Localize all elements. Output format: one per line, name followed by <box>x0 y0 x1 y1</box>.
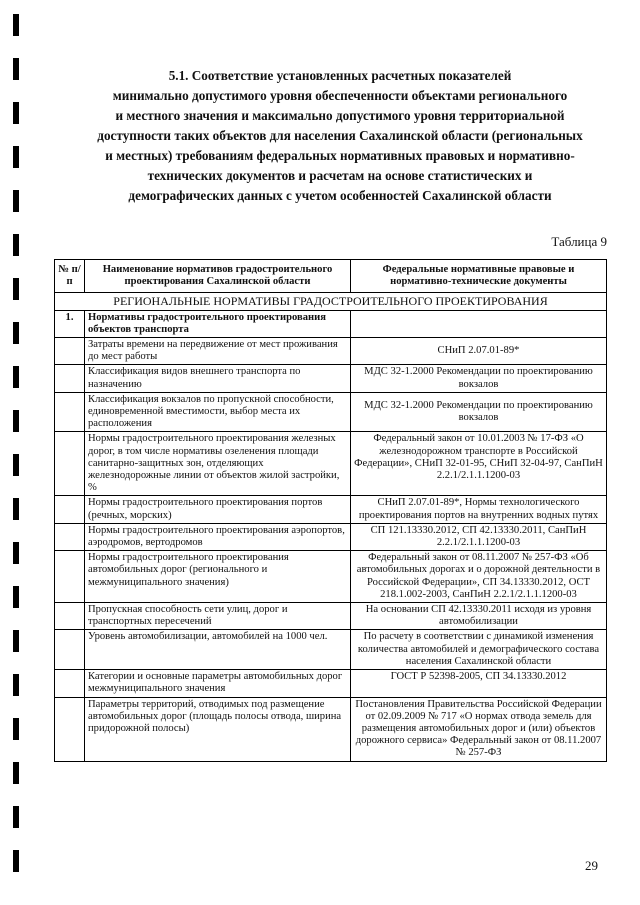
binder-mark <box>13 542 19 564</box>
row-docs: ГОСТ Р 52398-2005, СП 34.13330.2012 <box>351 670 607 697</box>
table-row <box>55 365 607 392</box>
heading-line: 5.1. Соответствие установленных расчетных показателей <box>168 68 512 83</box>
heading-line: доступности таких объектов для населения Сахалинской области (региональных <box>97 128 583 143</box>
row-name: Параметры территорий, отводимых под размещение автомобильных дорог (площадь полосы отвода, ширина придорожной полосы) <box>85 697 351 761</box>
heading-line: и местного значения и максимально допустимого уровня территориальной <box>115 108 565 123</box>
section-title: РЕГИОНАЛЬНЫЕ НОРМАТИВЫ ГРАДОСТРОИТЕЛЬНОГО ПРОЕКТИРОВАНИЯ <box>55 293 607 310</box>
row-docs: МДС 32-1.2000 Рекомендации по проектированию вокзалов <box>351 365 607 392</box>
binder-mark <box>13 278 19 300</box>
binder-mark <box>13 674 19 696</box>
binder-mark <box>13 630 19 652</box>
page-number: 29 <box>585 858 598 873</box>
row-num-cell <box>55 365 85 392</box>
row-name: Нормы градостроительного проектирования железных дорог, в том числе нормативы озеленения площади санитарно-защитных зон, отделяющих железнодорожные линии от объектов жилой застройки, % <box>85 432 351 496</box>
table-row <box>55 551 607 603</box>
binder-mark <box>13 58 19 80</box>
header-docs: Федеральные нормативные правовые и нормативно-технические документы <box>351 260 607 293</box>
binder-mark <box>13 102 19 124</box>
row-docs: На основании СП 42.13330.2011 исходя из уровня автомобилизации <box>351 603 607 630</box>
row-name: Затраты времени на передвижение от мест проживания до мест работы <box>85 338 351 365</box>
heading-line: и местных) требованиям федеральных нормативных правовых и нормативно- <box>105 148 575 163</box>
binder-mark <box>13 234 19 256</box>
group-number: 1. <box>55 310 85 337</box>
row-num-cell <box>55 670 85 697</box>
row-name: Категории и основные параметры автомобильных дорог межмуниципального значения <box>85 670 351 697</box>
binder-mark <box>13 762 19 784</box>
row-num-cell <box>55 630 85 670</box>
binder-mark <box>13 586 19 608</box>
heading-line: демографических данных с учетом особенностей Сахалинской области <box>128 188 552 203</box>
row-name: Нормы градостроительного проектирования портов (речных, морских) <box>85 496 351 523</box>
table-row <box>55 392 607 432</box>
table-header-row <box>55 260 607 293</box>
group-name: Нормативы градостроительного проектирования объектов транспорта <box>85 310 351 337</box>
group-docs <box>351 310 607 337</box>
row-docs: Федеральный закон от 08.11.2007 № 257-ФЗ «Об автомобильных дорогах и о дорожной деятельности в Российской Федерации», СП 34.13330.2012, ОСТ 218.1.002-2003, СанПиН 2.2.1/2.1.1.1200-03 <box>351 551 607 603</box>
binder-mark <box>13 410 19 432</box>
header-num: № п/п <box>55 260 85 293</box>
binder-mark <box>13 146 19 168</box>
norms-table <box>54 259 607 762</box>
row-docs: СП 121.13330.2012, СП 42.13330.2011, СанПиН 2.2.1/2.1.1.1200-03 <box>351 523 607 550</box>
row-num-cell <box>55 496 85 523</box>
table-row <box>55 697 607 761</box>
row-docs: По расчету в соответствии с динамикой изменения количества автомобилей и демографического состава населения Сахалинской области <box>351 630 607 670</box>
table-row <box>55 523 607 550</box>
section-row <box>55 293 607 310</box>
row-docs: СНиП 2.07.01-89* <box>351 338 607 365</box>
table-row <box>55 496 607 523</box>
binder-mark <box>13 806 19 828</box>
row-num-cell <box>55 432 85 496</box>
binder-mark <box>13 366 19 388</box>
row-docs: СНиП 2.07.01-89*, Нормы технологического проектирования портов на внутренних водных путях <box>351 496 607 523</box>
binder-mark <box>13 718 19 740</box>
row-name: Нормы градостроительного проектирования аэропортов, аэродромов, вертодромов <box>85 523 351 550</box>
group-row <box>55 310 607 337</box>
row-num-cell <box>55 551 85 603</box>
row-docs: Федеральный закон от 10.01.2003 № 17-ФЗ «О железнодорожном транспорте в Российской Федерации», СНиП 32-01-95, СНиП 32-04-97, СанПиН 2.2.1/2.1.1.1200-03 <box>351 432 607 496</box>
table-row <box>55 630 607 670</box>
table-row <box>55 338 607 365</box>
row-name: Классификация вокзалов по пропускной способности, единовременной вместимости, выбор места их расположения <box>85 392 351 432</box>
row-name: Пропускная способность сети улиц, дорог и транспортных пересечений <box>85 603 351 630</box>
binder-mark <box>13 498 19 520</box>
row-num-cell <box>55 338 85 365</box>
binder-mark <box>13 14 19 36</box>
binder-mark <box>13 190 19 212</box>
table-label: Таблица 9 <box>551 234 607 249</box>
table-row <box>55 432 607 496</box>
row-name: Классификация видов внешнего транспорта по назначению <box>85 365 351 392</box>
section-heading <box>70 66 610 206</box>
table-row <box>55 603 607 630</box>
table-row <box>55 670 607 697</box>
row-docs: МДС 32-1.2000 Рекомендации по проектированию вокзалов <box>351 392 607 432</box>
row-docs: Постановления Правительства Российской Федерации от 02.09.2009 № 717 «О нормах отвода земель для размещения автомобильных дорог и (или) объектов дорожного сервиса» Федеральный закон от 08.11.2007 № 257-ФЗ <box>351 697 607 761</box>
row-name: Уровень автомобилизации, автомобилей на 1000 чел. <box>85 630 351 670</box>
binder-mark <box>13 454 19 476</box>
header-name: Наименование нормативов градостроительного проектирования Сахалинской области <box>85 260 351 293</box>
row-name: Нормы градостроительного проектирования автомобильных дорог (регионального и межмуниципального значения) <box>85 551 351 603</box>
heading-line: технических документов и расчетам на основе статистических и <box>147 168 533 183</box>
binder-mark <box>13 850 19 872</box>
row-num-cell <box>55 697 85 761</box>
row-num-cell <box>55 392 85 432</box>
row-num-cell <box>55 603 85 630</box>
row-num-cell <box>55 523 85 550</box>
heading-line: минимально допустимого уровня обеспеченности объектами регионального <box>112 88 568 103</box>
binder-mark <box>13 322 19 344</box>
